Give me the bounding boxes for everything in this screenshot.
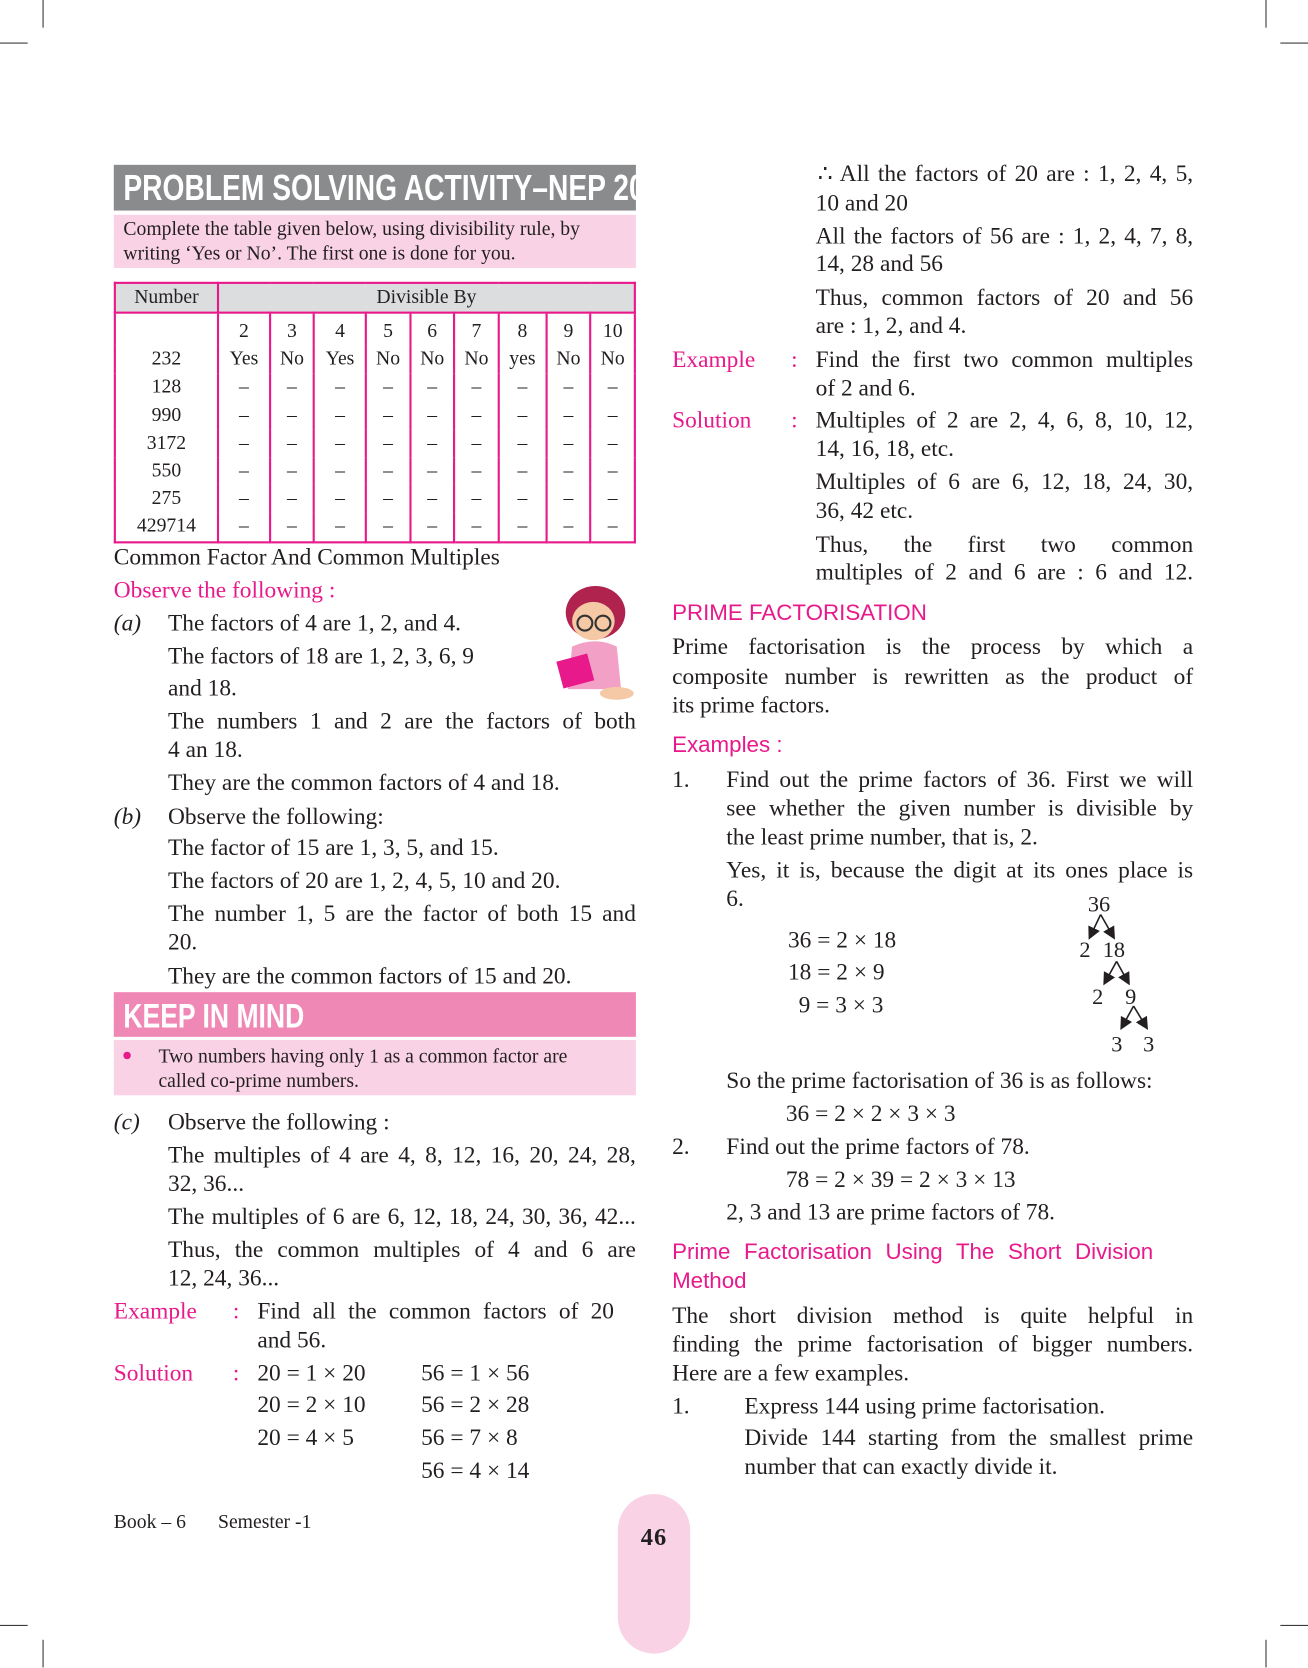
table-cell: –	[410, 485, 454, 513]
table-cell: –	[218, 402, 270, 430]
table-row	[115, 485, 635, 513]
text-line: 14, 28 and 56	[815, 249, 943, 277]
tree-arrow	[1117, 961, 1129, 982]
table-cell: No	[366, 346, 410, 374]
text-line: ∴ All the factors of 20 are : 1, 2, 4, 5,	[817, 159, 1194, 187]
table-cell: –	[218, 485, 270, 513]
table-cell: No	[454, 346, 498, 374]
text-line: the least prime number, that is, 2.	[726, 823, 1038, 850]
text-line: 20.	[168, 928, 198, 955]
example-label: Example	[113, 1297, 197, 1324]
table-cell: –	[499, 513, 547, 542]
crop-mark	[1280, 1625, 1308, 1626]
tree-node: 3	[1111, 1031, 1123, 1057]
table-cell: –	[591, 457, 635, 485]
row-number: 550	[115, 457, 218, 485]
colon: :	[232, 1297, 240, 1324]
text-line: Find out the prime factors of 36. First we will	[726, 765, 1194, 793]
table-cell: –	[454, 429, 498, 457]
row-number: 990	[115, 402, 218, 430]
item-label-b: (b)	[113, 802, 142, 830]
keep-in-mind-box	[114, 1040, 636, 1095]
equation: 56 = 7 × 8	[421, 1423, 518, 1451]
text-line: Thus, the common multiples of 4 and 6 are	[168, 1235, 636, 1263]
table-cell: –	[454, 402, 498, 430]
tree-node: 2	[1079, 937, 1091, 963]
text-line: Observe the following :	[168, 1108, 390, 1135]
table-cell: –	[591, 485, 635, 513]
example-text: Find the first two common multiples	[815, 345, 1194, 373]
table-row	[115, 513, 635, 542]
table-cell: –	[270, 374, 314, 402]
footer-semester: Semester -1	[217, 1512, 312, 1534]
table-cell: No	[270, 346, 314, 374]
table-cell: –	[314, 513, 366, 542]
table-cell: –	[218, 457, 270, 485]
factor-tree	[1069, 889, 1175, 1064]
text-line: They are the common factors of 15 and 20.	[168, 962, 572, 989]
text-line: The factors of 20 are 1, 2, 4, 5, 10 and 20.	[168, 866, 561, 894]
table-cell: –	[218, 429, 270, 457]
table-cell: –	[366, 429, 410, 457]
table-cell: –	[366, 485, 410, 513]
item-label-a: (a)	[113, 609, 142, 636]
text-line: The multiples of 4 are 4, 8, 12, 16, 20, 24, 28,	[168, 1141, 636, 1168]
observe-heading: Observe the following :	[113, 576, 336, 603]
text-line: The factors of 4 are 1, 2, and 4.	[168, 609, 462, 636]
table-cell: –	[314, 429, 366, 457]
table-cell: –	[270, 485, 314, 513]
table-cell: –	[499, 402, 547, 430]
example-number: 1.	[672, 765, 690, 793]
activity-title-text: PROBLEM SOLVING ACTIVITY–NEP 2020	[123, 168, 677, 209]
short-division-heading: Prime Factorisation Using The Short Division	[672, 1239, 1154, 1265]
tree-arrow	[1134, 1006, 1147, 1027]
instruction-line: Complete the table given below, using divisibility rule, by	[123, 219, 580, 241]
text-line: They are the common factors of 4 and 18.	[168, 768, 560, 796]
table-cell: –	[499, 457, 547, 485]
tree-arrow	[1090, 915, 1101, 937]
table-row	[115, 429, 635, 457]
solution-text: Multiples of 2 are 2, 4, 6, 8, 10, 12,	[815, 406, 1194, 433]
table-cell: –	[366, 402, 410, 430]
text-line: 32, 36...	[168, 1169, 245, 1197]
crop-mark	[0, 1625, 28, 1626]
equation: 36 = 2 × 18	[787, 926, 897, 953]
crop-mark	[1265, 0, 1266, 28]
table-cell: –	[499, 374, 547, 402]
table-row	[115, 402, 635, 430]
table-cell: –	[546, 374, 590, 402]
table-cell: –	[270, 513, 314, 542]
text-line: 4 an 18.	[168, 735, 243, 763]
text-line: The multiples of 6 are 6, 12, 18, 24, 30, 36, 42...	[168, 1202, 636, 1230]
keep-in-mind-title: KEEP IN MIND	[123, 996, 305, 1035]
item-label-c: (c)	[113, 1108, 140, 1135]
table-cell: –	[591, 402, 635, 430]
row-number: 232	[115, 346, 218, 374]
paragraph-line: composite number is rewritten as the product of	[672, 662, 1194, 690]
table-cell: –	[454, 513, 498, 542]
text-line: The factor of 15 are 1, 3, 5, and 15.	[168, 833, 499, 861]
table-cell: No	[410, 346, 454, 374]
text-line: 36 = 2 × 2 × 3 × 3	[785, 1099, 956, 1127]
table-cell: –	[546, 513, 590, 542]
table-cell: –	[454, 374, 498, 402]
tree-node: 18	[1102, 937, 1126, 963]
tree-arrow	[1122, 1006, 1134, 1027]
table-cell: –	[591, 429, 635, 457]
divisor: 8	[499, 313, 547, 346]
solution-text: Thus, the first two common	[815, 530, 1194, 558]
equation: 56 = 1 × 56	[421, 1359, 530, 1386]
row-number: 275	[115, 485, 218, 513]
table-cell: Yes	[218, 346, 270, 374]
table-cell: –	[410, 402, 454, 430]
table-cell: –	[546, 457, 590, 485]
solution-text: Multiples of 6 are 6, 12, 18, 24, 30,	[815, 467, 1194, 495]
equation: 20 = 2 × 10	[257, 1390, 366, 1418]
divisibility-table	[114, 282, 636, 543]
solution-label: Solution	[672, 406, 752, 433]
divisor: 6	[410, 313, 454, 346]
solution-label: Solution	[113, 1359, 194, 1386]
paragraph-line: Prime factorisation is the process by which a	[672, 632, 1194, 660]
table-cell: No	[591, 346, 635, 374]
instructions-box	[114, 215, 636, 268]
solution-text: multiples of 2 and 6 are : 6 and 12.	[815, 558, 1194, 585]
example-number: 1.	[672, 1392, 690, 1419]
equation: 56 = 2 × 28	[421, 1390, 530, 1418]
text-line: number that can exactly divide it.	[744, 1452, 1058, 1480]
table-cell: –	[546, 402, 590, 430]
text-line: 6.	[726, 884, 744, 912]
table-row	[115, 457, 635, 485]
table-row	[115, 346, 635, 374]
text-line: Divide 144 starting from the smallest prime	[744, 1423, 1194, 1451]
tree-node: 2	[1092, 983, 1104, 1009]
table-cell: –	[591, 374, 635, 402]
divisor: 4	[314, 313, 366, 346]
table-cell: –	[314, 457, 366, 485]
text-line: The factors of 18 are 1, 2, 3, 6, 9	[168, 642, 475, 669]
section-heading: Common Factor And Common Multiples	[113, 543, 500, 570]
instruction-line: writing ‘Yes or No’. The first one is done for you.	[123, 243, 516, 265]
prime-factorisation-heading: PRIME FACTORISATION	[672, 600, 927, 626]
paragraph-line: The short division method is quite helpful in	[672, 1301, 1194, 1329]
example-label: Example	[672, 345, 756, 373]
divisor: 3	[270, 313, 314, 346]
colon: :	[232, 1359, 240, 1386]
paragraph-line: finding the prime factorisation of bigger numbers.	[672, 1330, 1194, 1357]
tree-node: 9	[1125, 983, 1137, 1009]
table-cell: Yes	[314, 346, 366, 374]
tree-node: 36	[1087, 891, 1111, 917]
table-cell: –	[454, 485, 498, 513]
page-number: 46	[640, 1523, 668, 1551]
text-line: All the factors of 56 are : 1, 2, 4, 7, 8,	[815, 222, 1194, 249]
equation: 9 = 3 × 3	[798, 991, 884, 1018]
keep-line: called co-prime numbers.	[158, 1070, 359, 1093]
table-cell: –	[546, 429, 590, 457]
table-cell: –	[366, 374, 410, 402]
text-line: are : 1, 2, and 4.	[815, 311, 967, 339]
divisor: 2	[218, 313, 270, 346]
table-cell: yes	[499, 346, 547, 374]
crop-mark	[0, 43, 28, 44]
table-cell: –	[546, 485, 590, 513]
text-line: Thus, common factors of 20 and 56	[815, 283, 1194, 311]
example-text: and 56.	[257, 1326, 327, 1353]
col-number: Number	[115, 283, 218, 313]
table-cell: –	[410, 374, 454, 402]
text-line: Observe the following:	[168, 802, 384, 830]
table-cell: –	[366, 513, 410, 542]
page-number-tab	[618, 1494, 690, 1654]
row-number: 429714	[115, 513, 218, 542]
text-line: and 18.	[168, 674, 237, 701]
text-line: 10 and 20	[815, 189, 908, 216]
text-line: Yes, it is, because the digit at its ones place is	[726, 856, 1194, 883]
colon: :	[791, 406, 798, 433]
table-cell: –	[499, 485, 547, 513]
row-number: 128	[115, 374, 218, 402]
table-cell: –	[270, 429, 314, 457]
example-number: 2.	[672, 1132, 690, 1160]
text-line: The number 1, 5 are the factor of both 15 and	[168, 899, 636, 927]
table-cell: –	[410, 429, 454, 457]
keep-line: Two numbers having only 1 as a common factor are	[158, 1046, 568, 1068]
text-line: Find out the prime factors of 78.	[726, 1132, 1030, 1160]
text-line: The numbers 1 and 2 are the factors of both	[168, 707, 636, 734]
table-cell: –	[499, 429, 547, 457]
text-line: see whether the given number is divisible by	[726, 794, 1194, 821]
crop-mark	[1280, 43, 1308, 44]
examples-heading: Examples :	[672, 732, 783, 758]
table-cell: –	[314, 485, 366, 513]
example-text: of 2 and 6.	[815, 374, 916, 401]
row-number: 3172	[115, 429, 218, 457]
text-line: 12, 24, 36...	[168, 1264, 280, 1291]
tree-node: 3	[1143, 1031, 1155, 1057]
example-text: Find all the common factors of 20	[257, 1297, 615, 1324]
bullet-icon	[123, 1052, 130, 1059]
tree-arrow	[1105, 961, 1117, 982]
activity-title	[114, 165, 677, 211]
table-cell: –	[454, 457, 498, 485]
text-line: 78 = 2 × 39 = 2 × 3 × 13	[785, 1165, 1016, 1193]
footer-book: Book – 6	[113, 1512, 186, 1534]
boy-reading-illustration	[551, 583, 638, 702]
keep-in-mind-bar	[114, 992, 636, 1037]
short-division-heading: Method	[672, 1268, 747, 1294]
table-cell: –	[410, 513, 454, 542]
equation: 56 = 4 × 14	[421, 1456, 530, 1484]
crop-mark	[43, 0, 44, 28]
table-cell: –	[314, 374, 366, 402]
divisor: 5	[366, 313, 410, 346]
crop-mark	[1265, 1640, 1266, 1668]
text-line: So the prime factorisation of 36 is as follows:	[726, 1066, 1153, 1094]
solution-text: 36, 42 etc.	[815, 496, 914, 524]
text-line: 2, 3 and 13 are prime factors of 78.	[726, 1198, 1056, 1226]
table-cell: –	[314, 402, 366, 430]
text-line: Express 144 using prime factorisation.	[744, 1392, 1105, 1419]
table-cell: –	[366, 457, 410, 485]
colon: :	[791, 345, 798, 373]
paragraph-line: its prime factors.	[672, 691, 830, 718]
table-cell: –	[270, 457, 314, 485]
crop-mark	[43, 1640, 44, 1668]
col-divisible-by: Divisible By	[218, 283, 635, 313]
table-cell: –	[410, 457, 454, 485]
equation: 18 = 2 × 9	[787, 958, 885, 985]
table-cell: No	[546, 346, 590, 374]
divisor: 10	[591, 313, 635, 346]
equation: 20 = 1 × 20	[257, 1359, 366, 1386]
equation: 20 = 4 × 5	[257, 1423, 354, 1451]
divisor: 7	[454, 313, 498, 346]
table-cell: –	[270, 402, 314, 430]
table-cell: –	[218, 513, 270, 542]
tree-arrow	[1101, 915, 1114, 937]
table-cell: –	[591, 513, 635, 542]
paragraph-line: Here are a few examples.	[672, 1359, 910, 1386]
solution-text: 14, 16, 18, etc.	[815, 434, 955, 462]
table-cell: –	[218, 374, 270, 402]
table-row	[115, 374, 635, 402]
divisor: 9	[546, 313, 590, 346]
